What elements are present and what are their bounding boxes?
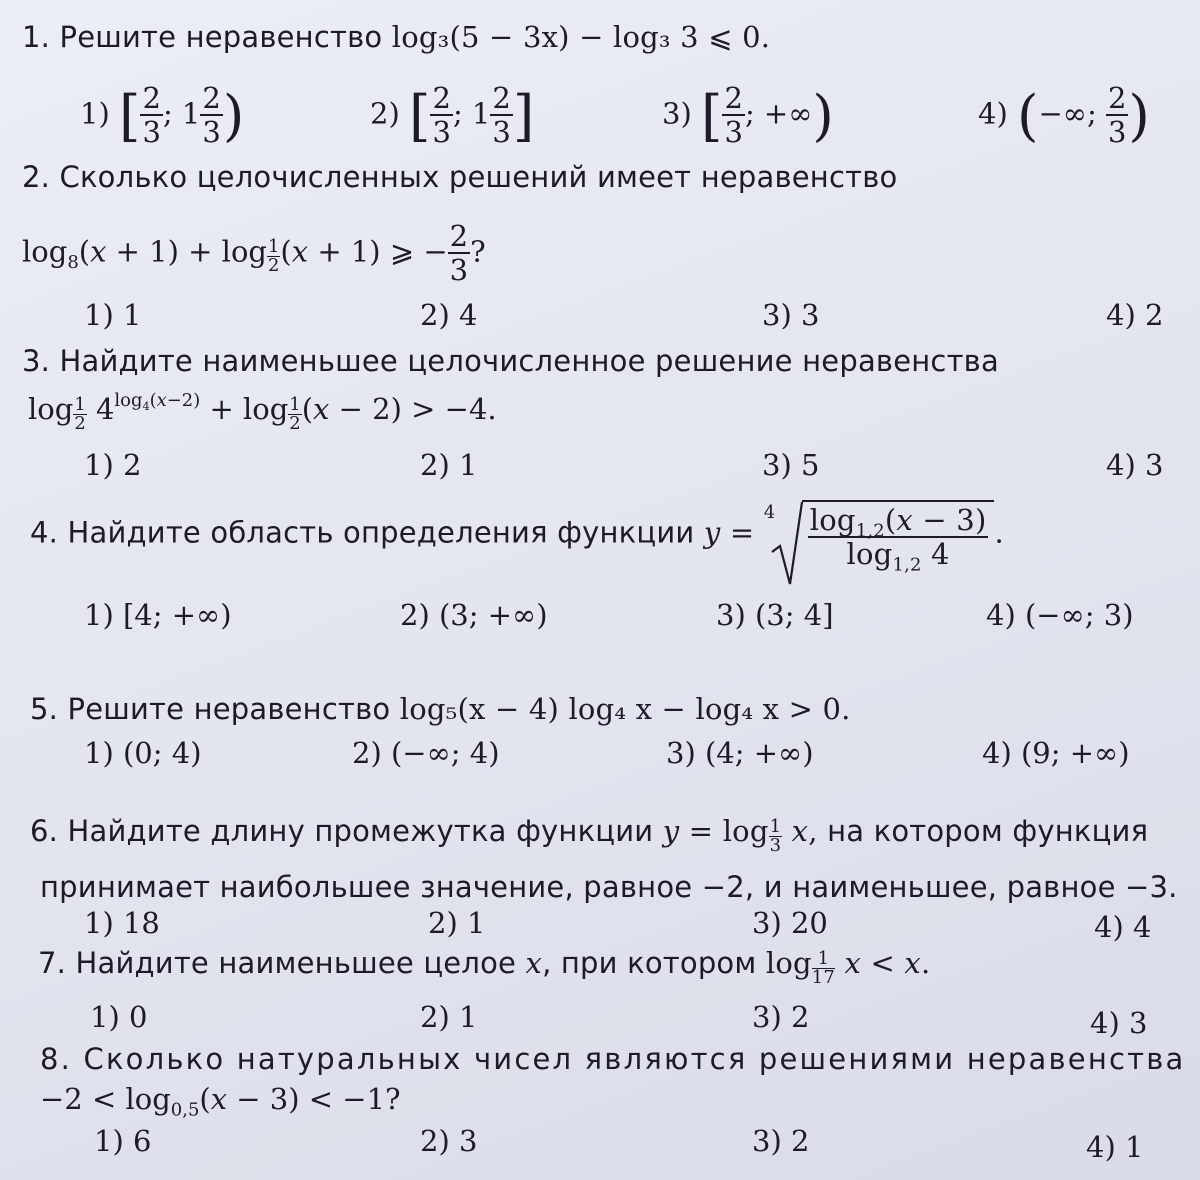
question-7-option-1: 1) 0 <box>90 1000 148 1034</box>
question-math: log₃(5 − 3x) − log₃ 3 ⩽ 0. <box>391 20 771 54</box>
question-8-math: $-2 < \log_{0,5}(x - 3) < -1$? <box>40 1082 401 1121</box>
question-number: 4. <box>30 515 59 550</box>
question-4-option-4: 4) (−∞; 3) <box>986 598 1134 632</box>
question-text-after: на котором функция <box>827 814 1149 848</box>
question-3-option-3: 3) 5 <box>762 448 820 482</box>
question-4-statement: 4. Найдите область определения функции y = 4 $\frac{\log_{1,2}(x - 3)}{\log_{1,2} 4}$ . <box>30 500 1004 569</box>
question-3-option-4: 4) 3 <box>1106 448 1164 482</box>
question-2-option-2: 2) 4 <box>420 298 478 332</box>
question-number: 8. <box>40 1042 73 1076</box>
question-6-option-3: 3) 20 <box>752 906 828 940</box>
question-2-math: $\log_8(x + 1) + \log$ $\frac{1}{2}$ (x + 1) ⩾ − $\frac{2}{3}$ ? <box>22 219 486 287</box>
question-7-statement: 7. Найдите наименьшее целое x, при котором log $\frac{1}{17}$ x < x. <box>38 946 931 988</box>
question-8-option-2: 2) 3 <box>420 1124 478 1158</box>
question-2-option-4: 4) 2 <box>1106 298 1164 332</box>
question-text: Решите неравенство <box>67 692 391 726</box>
question-1-option-2: 2) [ $\frac{2}{3}$ ; 1 $\frac{2}{3}$ ] <box>370 81 535 149</box>
question-3-statement <box>22 344 999 378</box>
question-4-option-1: 1) [4; +∞) <box>84 598 232 632</box>
question-text: Найдите наименьшее целое <box>75 946 517 980</box>
question-text: Решите неравенство <box>59 20 383 54</box>
question-6-statement-line-2: принимает наибольшее значение, равное −2, и наименьшее, равное −3. <box>40 870 1178 904</box>
question-7-option-3: 3) 2 <box>752 1000 810 1034</box>
question-6-option-1: 1) 18 <box>84 906 160 940</box>
question-2-statement <box>22 160 897 194</box>
question-8-option-1: 1) 6 <box>94 1124 152 1158</box>
question-8-option-4: 4) 1 <box>1086 1130 1144 1164</box>
question-3-option-2: 2) 1 <box>420 448 478 482</box>
question-text-after: , при котором <box>542 946 757 980</box>
question-8-option-3: 3) 2 <box>752 1124 810 1158</box>
question-text: Сколько натуральных чисел являются решениями неравенства <box>83 1042 1186 1076</box>
question-7-option-4: 4) 3 <box>1090 1006 1148 1040</box>
question-5-statement <box>30 692 851 726</box>
question-5-option-2: 2) (−∞; 4) <box>352 736 500 770</box>
question-5-option-1: 1) (0; 4) <box>84 736 202 770</box>
question-3-option-1: 1) 2 <box>84 448 142 482</box>
question-text: Найдите область определения функции <box>67 515 695 550</box>
question-text: Найдите длину промежутка функции <box>67 814 654 848</box>
option-label: 1) <box>80 96 110 131</box>
question-6-option-2: 2) 1 <box>428 906 486 940</box>
question-4-option-3: 3) (3; 4] <box>716 598 834 632</box>
option-label: 4) <box>978 96 1008 131</box>
radical-sign-icon <box>770 500 804 586</box>
question-6-option-4: 4) 4 <box>1094 910 1152 944</box>
option-label: 3) <box>662 96 692 131</box>
question-1-option-3: 3) [ $\frac{2}{3}$ ; +∞) <box>662 81 834 149</box>
question-math: log₅(x − 4) log₄ x − log₄ x > 0. <box>399 692 851 726</box>
question-number: 2. <box>22 160 51 194</box>
question-number: 3. <box>22 344 51 378</box>
question-2-option-1: 1) 1 <box>84 298 142 332</box>
question-1-statement <box>22 20 770 54</box>
question-number: 5. <box>30 692 59 726</box>
question-7-option-2: 2) 1 <box>420 1000 478 1034</box>
option-label: 2) <box>370 96 400 131</box>
question-8-statement <box>40 1042 1186 1076</box>
question-4-radical: 4 $\frac{\log_{1,2}(x - 3)}{\log_{1,2} 4}$ <box>764 500 995 569</box>
question-1-option-1: 1) [ $\frac{2}{3}$ ; 1 $\frac{2}{3}$ ) <box>80 81 245 149</box>
question-4-option-2: 2) (3; +∞) <box>400 598 548 632</box>
question-number: 1. <box>22 20 51 54</box>
question-3-math: log $\frac{1}{2}$ $4^{log_4(x-2)} + \log$ $\frac{1}{2}$ (x − 2) > −4. <box>28 390 497 434</box>
question-2-option-3: 3) 3 <box>762 298 820 332</box>
question-5-option-4: 4) (9; +∞) <box>982 736 1130 770</box>
question-number: 7. <box>38 946 67 980</box>
question-number: 6. <box>30 814 59 848</box>
question-text: Найдите наименьшее целочисленное решение неравенства <box>59 344 999 378</box>
question-variable: x <box>525 946 543 980</box>
question-6-statement: 6. Найдите длину промежутка функции y = log $\frac{1}{3}$ x, на котором функция <box>30 814 1149 856</box>
question-1-option-4: 4) (−∞; $\frac{2}{3}$ ) <box>978 81 1150 149</box>
question-5-option-3: 3) (4; +∞) <box>666 736 814 770</box>
question-text: Сколько целочисленных решений имеет неравенство <box>59 160 898 194</box>
